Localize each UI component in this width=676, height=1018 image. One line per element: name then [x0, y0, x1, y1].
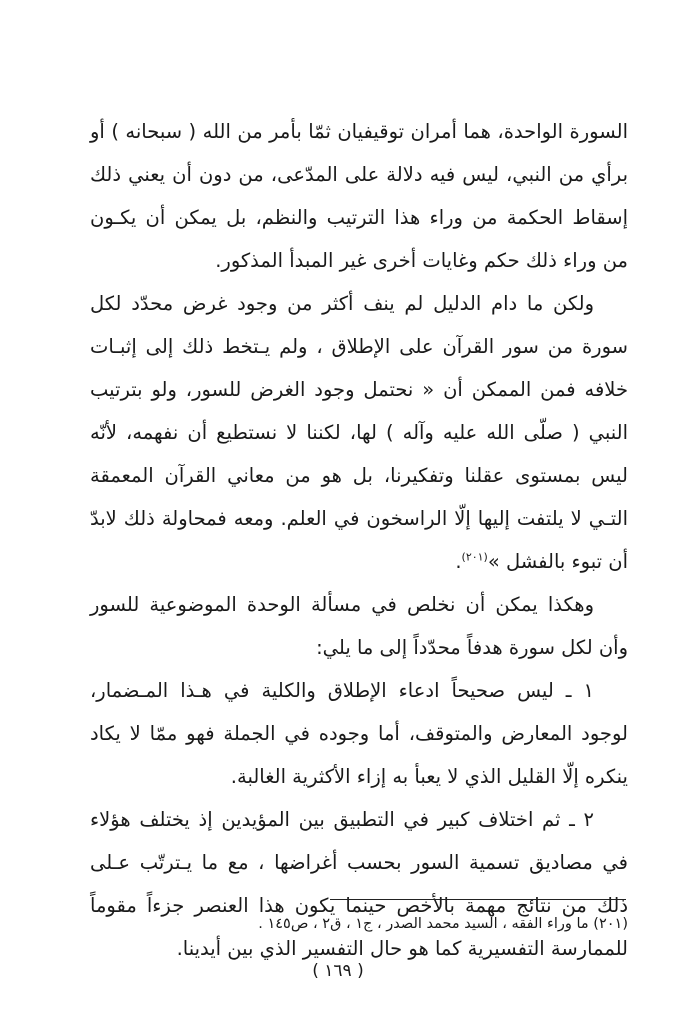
page-number: ( ١٦٩ ) — [312, 961, 364, 981]
footnote-reference[interactable]: (٢٠١) — [461, 550, 488, 564]
paragraph-quote — [90, 282, 628, 583]
footnote-divider — [330, 899, 626, 900]
list-item-2: ٢ ـ ثم اختلاف كبير في التطبيق بين المؤيدين إذ يختلف هؤلاء في مصاديق تسمية السور بحسب أغراضها ، مع ما يـترتّب عـلى ذلك من نتائج مهمة بالأخص حينما يكون هذا العنصر جزءاً مقوماً للممارسة التفسيرية كما هو حال التفسير الذي بين أيدينا. — [90, 808, 628, 960]
paragraph-continuation: السورة الواحدة، هما أمران توقيفيان ثمّا بأمر من الله ( سبحانه ) أو برأي من النبي، ليس فيه دلالة على المدّعى، من دون أن يعني ذلك إسقاط الحكمة من وراء هذا الترتيب والنظم، بل يمكن أن يكـون من وراء ذلك حكم وغايات أخرى غير المبدأ المذكور. — [90, 120, 628, 272]
paragraph-conclusion: وهكذا يمكن أن نخلص في مسألة الوحدة الموضوعية للسور وأن لكل سورة هدفاً محدّداً إلى ما يلي: — [90, 593, 628, 659]
list-item-1: ١ ـ ليس صحيحاً ادعاء الإطلاق والكلية في هـذا المـضمار، لوجود المعارض والمتوقف، أما وجوده في الجملة فهو ممّا لا يكاد ينكره إلّا القليل الذي لا يعبأ به إزاء الأكثرية الغالبة. — [90, 679, 628, 788]
paragraph-quote-text: ولكن ما دام الدليل لم ينف أكثر من وجود غرض محدّد لكل سورة من سور القرآن على الإطلاق ، ولم يـتخط ذلك إلى إثبـات خلافه فمن الممكن أن « نحتمل وجود الغرض للسور، ولو بترتيب النبي ( صلّى الله عليه وآله ) لها، لكننا لا نستطيع أن نفهمه، لأنّه ليس بمستوى عقلنا وتفكيرنا، بل هو من معاني القرآن المعمقة التـي لا يلتفت إليها إلّا الراسخون في العلم. ومعه فمحاولة ذلك لابدّ أن تبوء بالفشل » — [90, 292, 628, 573]
body-text — [90, 110, 628, 970]
paragraph-quote-end: . — [455, 550, 462, 573]
footnote-text: (٢٠١) ما وراء الفقه ، السيد محمد الصدر ، ج١ ، ق٢ ، ص١٤٥ . — [258, 916, 628, 932]
